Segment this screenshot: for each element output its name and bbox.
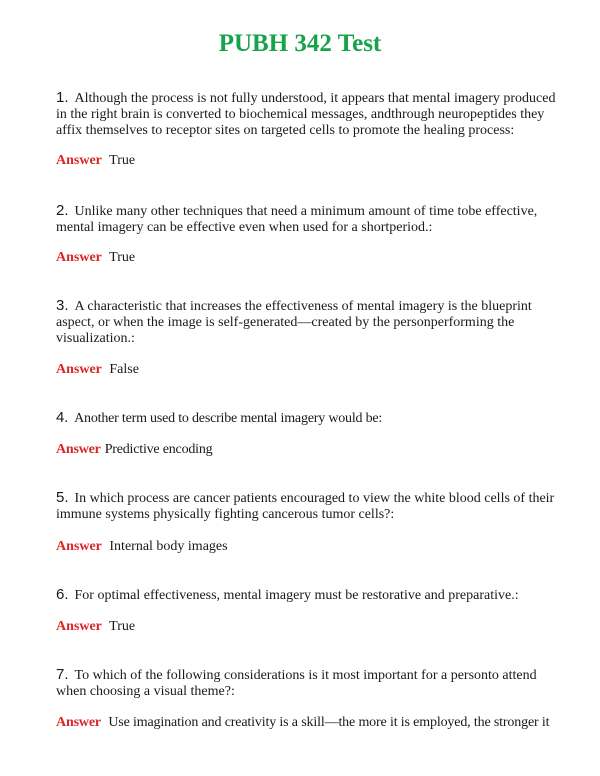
- answer-label: Answer: [56, 250, 102, 265]
- answer-label: Answer: [56, 153, 102, 168]
- answer-value: Use imagination and creativity is a skill—the more it is employed, the stronger it: [108, 715, 550, 730]
- question-number: 4.: [56, 409, 69, 426]
- question-text: In which process are cancer patients encouraged to view the white blood cells of their immune systems physically fighting cancerous tumor cells?:: [56, 491, 555, 522]
- question-text: A characteristic that increases the effectiveness of mental imagery is the blueprint aspect, or when the image is self-generated—created by the personperforming the visualization.:: [56, 299, 532, 346]
- question-text: To which of the following considerations is it most important for a personto attend when choosing a visual theme?:: [56, 668, 537, 699]
- question-number: 2.: [56, 202, 69, 219]
- answer-label: Answer: [56, 442, 101, 457]
- question-item: [56, 410, 556, 427]
- answer-value: True: [109, 250, 136, 265]
- answer-label: Answer: [56, 715, 101, 730]
- question-text: Although the process is not fully understood, it appears that mental imagery produced in the right brain is converted to biochemical messages, andthrough neuropeptides they affix themselves to receptor sites on targeted cells to promote the healing process:: [56, 91, 556, 138]
- answer-value: True: [109, 153, 136, 168]
- question-text: For optimal effectiveness, mental imagery must be restorative and preparative.:: [74, 588, 519, 603]
- question-number: 3.: [56, 297, 69, 314]
- answer-value: Predictive encoding: [104, 442, 213, 457]
- question-number: 7.: [56, 666, 69, 683]
- question-text: Unlike many other techniques that need a minimum amount of time tobe effective, mental imagery can be effective even when used for a shortperiod.:: [56, 204, 538, 235]
- answer-label: Answer: [56, 362, 102, 377]
- question-item: [56, 298, 556, 347]
- question-text: Another term used to describe mental imagery would be:: [74, 411, 383, 426]
- answer-row: [56, 715, 576, 731]
- answer-row: [56, 442, 556, 458]
- question-item: [56, 587, 556, 604]
- answer-value: Internal body images: [109, 539, 228, 554]
- question-item: [56, 203, 556, 236]
- question-number: 5.: [56, 489, 69, 506]
- answer-row: [56, 362, 556, 378]
- question-item: [56, 667, 556, 700]
- question-item: [56, 490, 556, 523]
- answer-row: [56, 539, 556, 555]
- answer-label: Answer: [56, 619, 102, 634]
- answer-row: [56, 153, 556, 169]
- answer-row: [56, 250, 556, 266]
- question-item: [56, 90, 556, 139]
- question-number: 6.: [56, 586, 69, 603]
- answer-label: Answer: [56, 539, 102, 554]
- answer-value: False: [109, 362, 139, 377]
- answer-row: [56, 619, 556, 635]
- answer-value: True: [109, 619, 136, 634]
- question-number: 1.: [56, 89, 69, 106]
- page-title: PUBH 342 Test: [218, 30, 382, 57]
